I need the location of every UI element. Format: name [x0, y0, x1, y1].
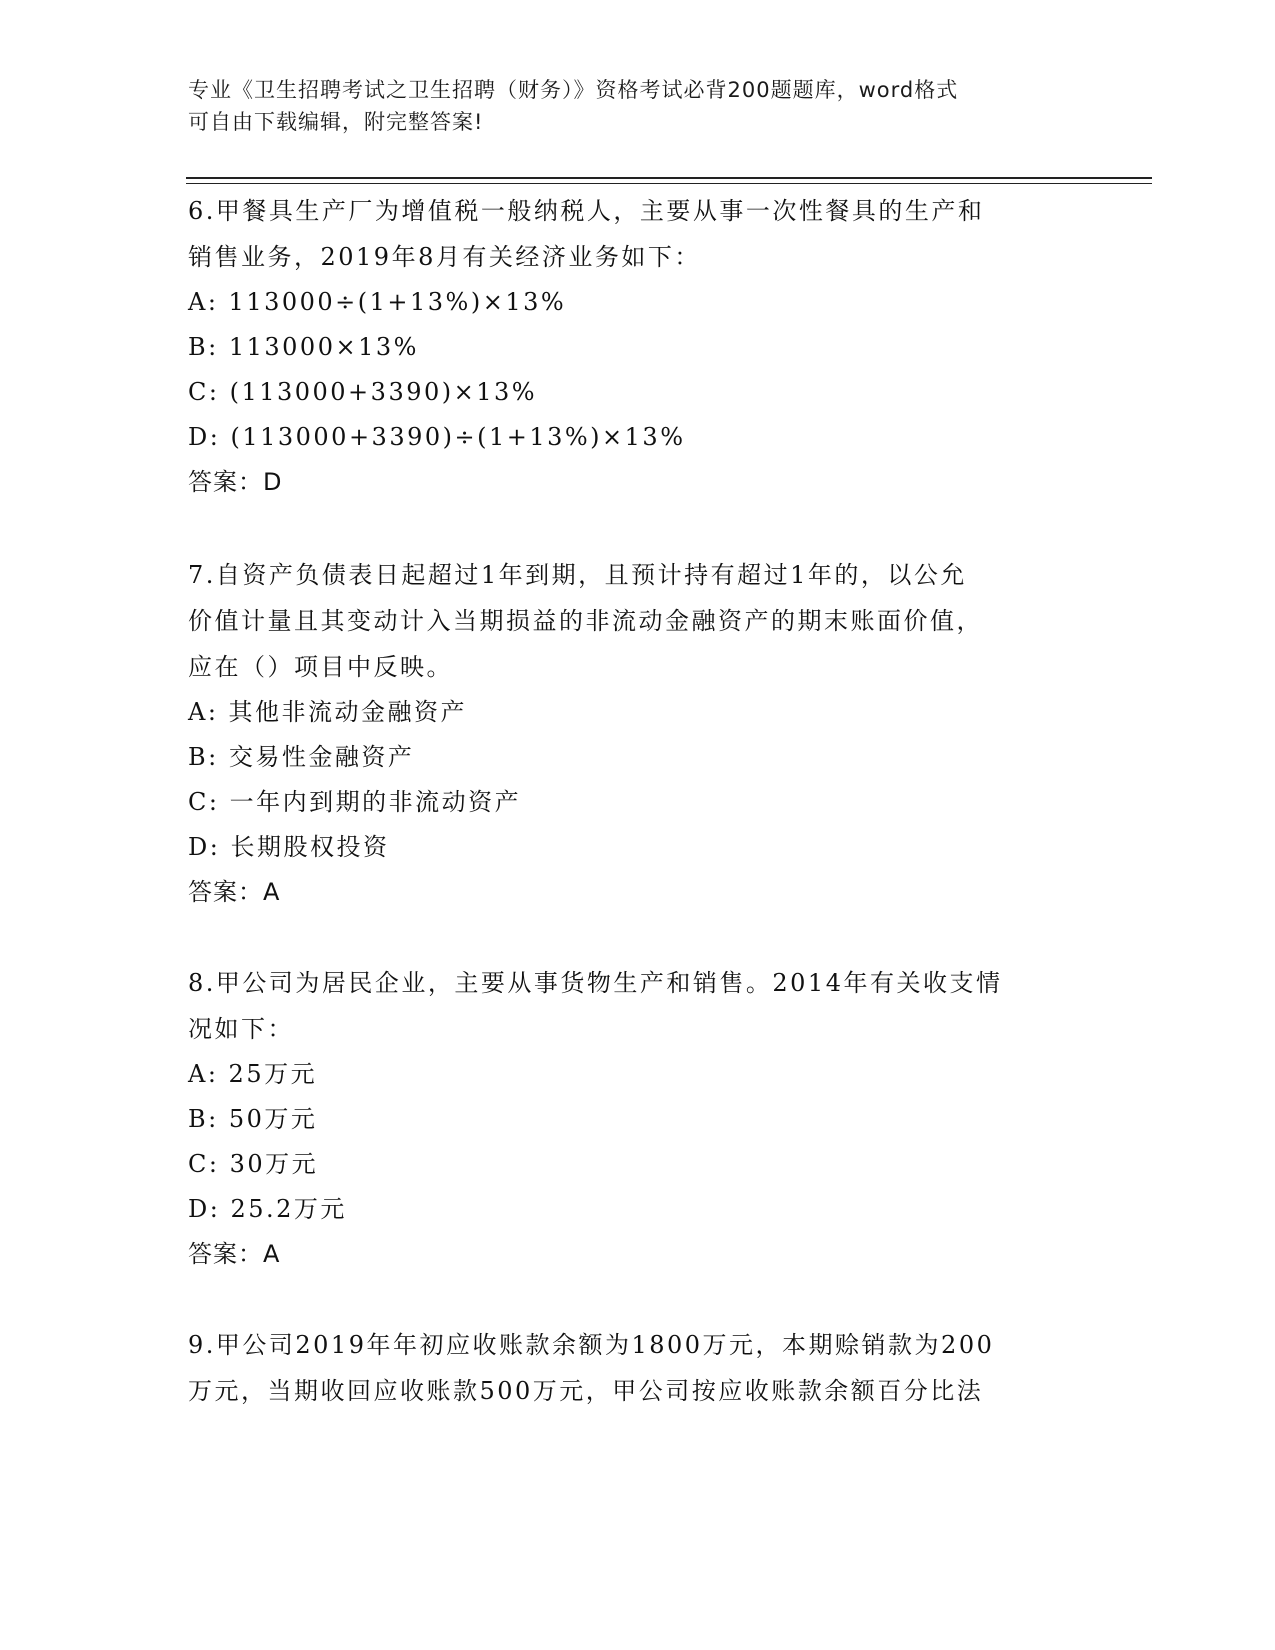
question-stem-line: 8.甲公司为居民企业，主要从事货物生产和销售。2014年有关收支情	[188, 969, 1003, 997]
option-d: D: 长期股权投资	[188, 833, 390, 861]
header-divider-thick	[186, 177, 1152, 179]
question-7	[188, 552, 1068, 915]
option-b: B: 交易性金融资产	[188, 743, 415, 771]
option-b: B: 50万元	[188, 1105, 318, 1133]
question-stem-line: 销售业务，2019年8月有关经济业务如下：	[188, 243, 701, 271]
option-c: C: (113000+3390)×13%	[188, 378, 538, 406]
answer-line: 答案：A	[188, 1240, 281, 1268]
document-header	[188, 74, 1068, 138]
question-stem-line: 6.甲餐具生产厂为增值税一般纳税人，主要从事一次性餐具的生产和	[188, 197, 985, 225]
option-c: C: 一年内到期的非流动资产	[188, 788, 522, 816]
header-line-1: 专业《卫生招聘考试之卫生招聘（财务）》资格考试必背200题题库，word格式	[188, 78, 959, 102]
option-b: B: 113000×13%	[188, 333, 419, 361]
option-a: A: 113000÷(1+13%)×13%	[188, 288, 567, 316]
option-d: D: 25.2万元	[188, 1195, 347, 1223]
question-9	[188, 1322, 1068, 1414]
question-8	[188, 960, 1068, 1277]
question-stem-line: 价值计量且其变动计入当期损益的非流动金融资产的期末账面价值，	[188, 607, 983, 635]
header-line-2: 可自由下载编辑，附完整答案!	[188, 110, 484, 134]
option-d: D: (113000+3390)÷(1+13%)×13%	[188, 423, 686, 451]
question-stem-line: 7.自资产负债表日起超过1年到期，且预计持有超过1年的，以公允	[188, 561, 967, 589]
question-stem-line: 万元，当期收回应收账款500万元，甲公司按应收账款余额百分比法	[188, 1377, 984, 1405]
question-stem-line: 况如下：	[188, 1015, 294, 1043]
answer-line: 答案：D	[188, 468, 283, 496]
option-c: C: 30万元	[188, 1150, 319, 1178]
question-stem-line: 9.甲公司2019年年初应收账款余额为1800万元，本期赊销款为200	[188, 1331, 995, 1359]
question-6	[188, 188, 1068, 505]
answer-line: 答案：A	[188, 878, 281, 906]
option-a: A: 25万元	[188, 1060, 318, 1088]
header-divider-thin	[186, 183, 1152, 184]
question-stem-line: 应在（）项目中反映。	[188, 653, 453, 681]
option-a: A: 其他非流动金融资产	[188, 698, 468, 726]
